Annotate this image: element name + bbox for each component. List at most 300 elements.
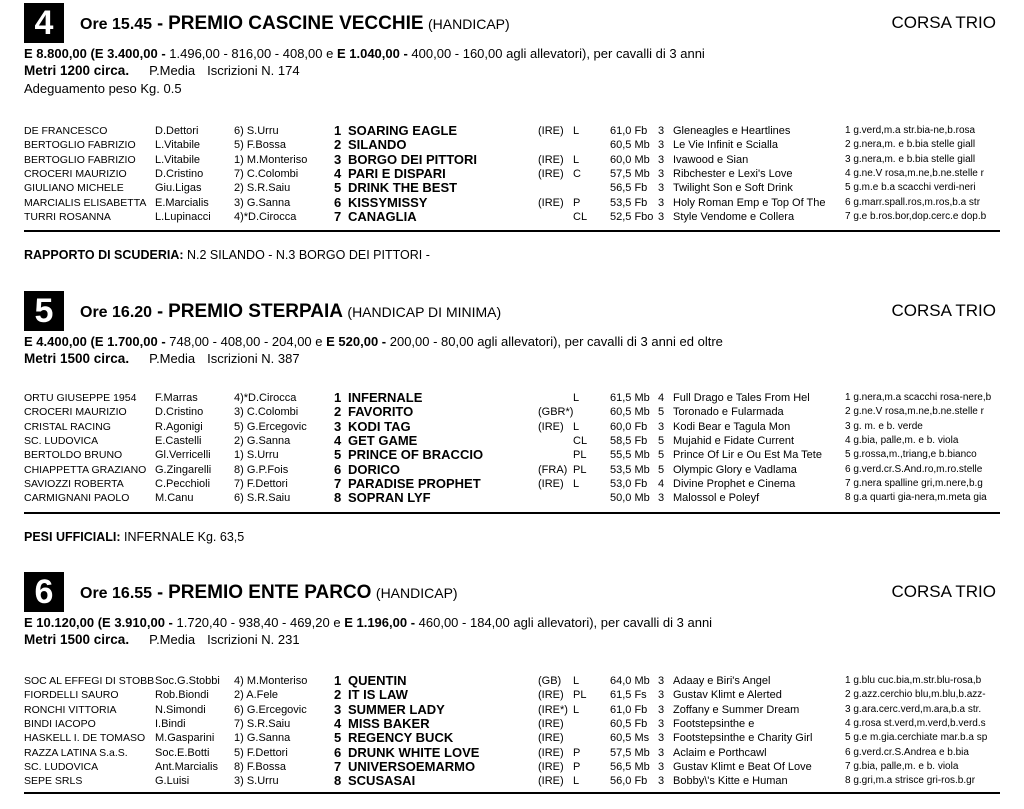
horse-age: 3 xyxy=(658,689,665,702)
horse-age: 3 xyxy=(658,732,665,745)
jockey-name: 8) G.P.Fois xyxy=(234,463,289,476)
horse-pedigree: Kodi Bear e Tagula Mon xyxy=(673,420,791,433)
horse-name: DORICO xyxy=(348,461,400,477)
horse-pedigree: Olympic Glory e Vadlama xyxy=(673,463,797,476)
owner-colors: 3 g.ara.cerc.verd,m.ara,b.a str. xyxy=(845,703,982,715)
race-number-badge: 6 xyxy=(24,572,64,612)
trainer-name: N.Simondi xyxy=(155,703,206,716)
horse-nationality: (FRA) xyxy=(538,463,568,476)
trainer-name: L.Vitabile xyxy=(155,139,201,152)
prize-suffix: agli allevatori), per cavalli di 3 anni xyxy=(509,615,713,630)
trainer-name: R.Agonigi xyxy=(155,420,203,433)
distance-line xyxy=(24,63,300,78)
prize-places: 1.496,00 - 816,00 - 408,00 e xyxy=(165,46,337,61)
horse-nationality: (IRE) xyxy=(538,689,564,702)
horse-number: 2 xyxy=(334,404,342,420)
horse-age: 3 xyxy=(658,492,665,505)
horse-number: 3 xyxy=(334,701,342,717)
race-header xyxy=(80,291,501,331)
table-row xyxy=(0,731,1024,745)
race-kind: (HANDICAP) xyxy=(375,585,458,601)
table-row xyxy=(0,703,1024,717)
horse-flag: PL xyxy=(573,689,587,702)
entries-count: Iscrizioni N. 174 xyxy=(207,63,300,78)
horse-name: BORGO DEI PITTORI xyxy=(348,151,478,167)
jockey-name: 4)*D.Cirocca xyxy=(234,210,297,223)
owner-colors: 7 g.bia, palle,m. e b. viola xyxy=(845,760,959,772)
horse-age: 3 xyxy=(658,746,665,759)
race-time: Ore 16.55 xyxy=(80,585,153,602)
trainer-name: D.Cristino xyxy=(155,167,204,180)
table-row xyxy=(0,491,1024,505)
owner-name: ORTU GIUSEPPE 1954 xyxy=(24,392,137,404)
horse-name: SOPRAN LYF xyxy=(348,490,431,506)
handicap-type: P.Media xyxy=(149,351,196,366)
horse-pedigree: Aclaim e Porthcawl xyxy=(673,746,767,759)
horse-flag: P xyxy=(573,760,581,773)
horse-weight: 61,5 Fs xyxy=(610,689,647,702)
owner-name: CROCERI MAURIZIO xyxy=(24,406,127,419)
table-row xyxy=(0,760,1024,774)
horse-number: 5 xyxy=(334,180,342,196)
horse-pedigree: Full Drago e Tales From Hel xyxy=(673,392,810,404)
owner-name: CRISTAL RACING xyxy=(24,420,111,433)
bet-type: CORSA TRIO xyxy=(891,582,996,601)
prize-places: 748,00 - 408,00 - 204,00 e xyxy=(165,334,327,349)
owner-name: TURRI ROSANNA xyxy=(24,210,111,223)
prize-places: 1.720,40 - 938,40 - 469,20 e xyxy=(172,615,345,630)
trainer-name: Giu.Ligas xyxy=(155,182,202,195)
horse-pedigree: Bobby\'s Kitte e Human xyxy=(673,775,788,788)
horse-number: 6 xyxy=(334,744,342,760)
jockey-name: 6) S.Urru xyxy=(234,125,279,137)
jockey-name: 1) G.Sanna xyxy=(234,732,291,745)
table-row xyxy=(0,420,1024,434)
horse-pedigree: Footstepsinthe e xyxy=(673,717,755,730)
horse-age: 3 xyxy=(658,717,665,730)
distance: Metri 1500 circa. xyxy=(24,351,130,366)
owner-colors: 1 g.blu cuc.bia,m.str.blu-rosa,b xyxy=(845,675,982,686)
trainer-name: Ant.Marcialis xyxy=(155,760,218,773)
jockey-name: 6) S.R.Saiu xyxy=(234,492,291,505)
note-label: PESI UFFICIALI: xyxy=(24,530,121,544)
race-time: Ore 16.20 xyxy=(80,304,153,321)
owner-name: CROCERI MAURIZIO xyxy=(24,167,127,180)
horse-age: 5 xyxy=(658,434,665,447)
horse-flag: L xyxy=(573,392,580,404)
owner-name: MARCIALIS ELISABETTA xyxy=(24,196,147,209)
horse-flag: CL xyxy=(573,434,588,447)
horse-pedigree: Toronado e Fularmada xyxy=(673,406,784,419)
race-kind: (HANDICAP) xyxy=(428,16,510,32)
owner-name: CARMIGNANI PAOLO xyxy=(24,492,130,505)
horse-age: 5 xyxy=(658,406,665,419)
jockey-name: 7) C.Colombi xyxy=(234,167,299,180)
owner-name: BERTOGLIO FABRIZIO xyxy=(24,139,136,152)
owner-colors: 5 g.m.e b.a scacchi verdi-neri xyxy=(845,182,976,194)
race-name: PREMIO ENTE PARCO xyxy=(168,582,372,603)
jockey-name: 7) S.R.Saiu xyxy=(234,717,291,730)
horse-flag: P xyxy=(573,196,581,209)
horse-number: 1 xyxy=(334,673,342,688)
horse-number: 7 xyxy=(334,208,342,224)
owner-colors: 7 g.e b.ros.bor,dop.cerc.e dop.b xyxy=(845,210,987,222)
horse-age: 3 xyxy=(658,420,665,433)
race-number-badge: 5 xyxy=(24,291,64,331)
horse-weight: 61,0 Fb xyxy=(610,125,648,137)
horse-pedigree: Ivawood e Sian xyxy=(673,153,749,166)
table-row xyxy=(0,746,1024,760)
prize-breeders-places: 200,00 - 80,00 xyxy=(386,334,474,349)
horse-pedigree: Style Vendome e Collera xyxy=(673,210,795,223)
race-header xyxy=(80,572,458,612)
prize-line xyxy=(24,615,712,630)
table-row xyxy=(0,138,1024,152)
horse-flag: C xyxy=(573,167,581,180)
owner-name: SOC AL EFFEGI DI STOBB xyxy=(24,675,155,687)
horse-pedigree: Ribchester e Lexi's Love xyxy=(673,167,793,180)
jockey-name: 8) F.Bossa xyxy=(234,760,286,773)
horse-weight: 50,0 Mb xyxy=(610,492,650,505)
horse-nationality: (IRE) xyxy=(538,732,564,745)
horse-name: DRUNK WHITE LOVE xyxy=(348,744,480,760)
horse-nationality: (IRE) xyxy=(538,167,564,180)
horse-pedigree: Holy Roman Emp e Top Of The xyxy=(673,196,826,209)
horse-nationality: (IRE) xyxy=(538,420,564,433)
prize-breeders: E 520,00 - xyxy=(326,334,387,349)
horse-flag: L xyxy=(573,675,580,687)
horse-flag: L xyxy=(573,703,580,716)
horse-flag: L xyxy=(573,125,580,137)
horse-age: 3 xyxy=(658,182,665,195)
horse-name: SILANDO xyxy=(348,137,407,153)
jockey-name: 1) M.Monteriso xyxy=(234,153,308,166)
owner-name: BINDI IACOPO xyxy=(24,717,96,730)
weight-adjustment: Adeguamento peso Kg. 0.5 xyxy=(24,81,182,96)
horse-name: CANAGLIA xyxy=(348,208,417,224)
horse-number: 8 xyxy=(334,773,342,789)
section-divider xyxy=(24,512,1000,514)
horse-pedigree: Prince Of Lir e Ou Est Ma Tete xyxy=(673,449,822,462)
horse-flag: CL xyxy=(573,210,588,223)
prize-main: E 4.400,00 (E 1.700,00 - xyxy=(24,334,166,349)
owner-colors: 2 g.ne.V rosa,m.ne,b.ne.stelle r xyxy=(845,406,984,418)
table-row xyxy=(0,434,1024,448)
horse-name: FAVORITO xyxy=(348,404,414,420)
distance: Metri 1500 circa. xyxy=(24,632,130,647)
owner-colors: 8 g.gri,m.a strisce gri-ros.b.gr xyxy=(845,775,976,787)
horse-pedigree: Le Vie Infinit e Scialla xyxy=(673,139,778,152)
horse-pedigree: Adaay e Biri's Angel xyxy=(673,675,771,687)
distance-line xyxy=(24,351,300,366)
horse-name: PARADISE PROPHET xyxy=(348,475,481,491)
jockey-name: 3) S.Urru xyxy=(234,775,279,788)
horse-nationality: (IRE) xyxy=(538,125,564,137)
table-row xyxy=(0,167,1024,181)
trainer-name: Gl.Verricelli xyxy=(155,449,211,462)
distance-line xyxy=(24,632,300,647)
table-row xyxy=(0,674,1024,688)
note-text: N.2 SILANDO - N.3 BORGO DEI PITTORI - xyxy=(183,248,430,262)
trainer-name: F.Marras xyxy=(155,392,198,404)
horse-nationality: (IRE*) xyxy=(538,703,568,716)
horse-weight: 60,5 Ms xyxy=(610,732,650,745)
table-row xyxy=(0,463,1024,477)
trainer-name: M.Canu xyxy=(155,492,194,505)
owner-colors: 2 g.nera,m. e b.bia stelle giall xyxy=(845,139,976,151)
horse-name: PARI E DISPARI xyxy=(348,165,446,181)
table-row xyxy=(0,774,1024,788)
owner-name: BERTOGLIO FABRIZIO xyxy=(24,153,136,166)
horse-number: 5 xyxy=(334,730,342,746)
horse-flag: L xyxy=(573,153,580,166)
trainer-name: Soc.G.Stobbi xyxy=(155,675,220,687)
trainer-name: G.Zingarelli xyxy=(155,463,212,476)
trainer-name: M.Gasparini xyxy=(155,732,215,745)
horse-flag: PL xyxy=(573,463,587,476)
owner-name: SC. LUDOVICA xyxy=(24,760,99,773)
horse-weight: 64,0 Mb xyxy=(610,675,650,687)
horse-nationality: (IRE) xyxy=(538,760,564,773)
horse-name: PRINCE OF BRACCIO xyxy=(348,447,484,463)
horse-number: 4 xyxy=(334,715,342,731)
prize-breeders-places: 400,00 - 160,00 xyxy=(407,46,503,61)
horse-number: 6 xyxy=(334,461,342,477)
horse-number: 7 xyxy=(334,758,342,774)
owner-name: BERTOLDO BRUNO xyxy=(24,449,123,462)
handicap-type: P.Media xyxy=(149,632,196,647)
prize-main: E 8.800,00 (E 3.400,00 - xyxy=(24,46,166,61)
horse-weight: 60,0 Mb xyxy=(610,153,650,166)
horse-weight: 53,5 Mb xyxy=(610,463,650,476)
horse-weight: 55,5 Mb xyxy=(610,449,650,462)
horse-flag: P xyxy=(573,746,581,759)
horse-number: 4 xyxy=(334,432,342,448)
horse-nationality: (IRE) xyxy=(538,477,564,490)
horse-age: 3 xyxy=(658,210,665,223)
horse-name: SUMMER LADY xyxy=(348,701,445,717)
owner-colors: 1 g.verd,m.a str.bia-ne,b.rosa xyxy=(845,125,976,136)
table-row xyxy=(0,405,1024,419)
horse-flag: L xyxy=(573,420,580,433)
jockey-name: 1) S.Urru xyxy=(234,449,279,462)
race-time: Ore 15.45 xyxy=(80,16,153,33)
note-label: RAPPORTO DI SCUDERIA: xyxy=(24,248,184,262)
horse-age: 3 xyxy=(658,775,665,788)
owner-colors: 2 g.azz.cerchio blu,m.blu,b.azz- xyxy=(845,689,986,701)
jockey-name: 6) G.Ercegovic xyxy=(234,703,307,716)
horse-nationality: (GBR*) xyxy=(538,406,574,419)
trainer-name: L.Lupinacci xyxy=(155,210,211,223)
horse-name: GET GAME xyxy=(348,432,418,448)
horse-pedigree: Gustav Klimt e Alerted xyxy=(673,689,782,702)
owner-name: SC. LUDOVICA xyxy=(24,434,99,447)
jockey-name: 4) M.Monteriso xyxy=(234,675,308,687)
horse-pedigree: Divine Prophet e Cinema xyxy=(673,477,796,490)
owner-colors: 4 g.bia, palle,m. e b. viola xyxy=(845,434,959,446)
horse-weight: 52,5 Fbo xyxy=(610,210,654,223)
owner-colors: 8 g.a quarti gia-nera,m.meta gia xyxy=(845,492,987,504)
section-divider xyxy=(24,230,1000,232)
horse-age: 5 xyxy=(658,449,665,462)
horse-nationality: (IRE) xyxy=(538,746,564,759)
horse-number: 1 xyxy=(334,390,342,405)
owner-colors: 6 g.verd.cr.S.Andrea e b.bia xyxy=(845,746,969,758)
horse-age: 3 xyxy=(658,167,665,180)
horse-number: 5 xyxy=(334,447,342,463)
horse-weight: 53,0 Fb xyxy=(610,477,648,490)
prize-breeders-places: 460,00 - 184,00 xyxy=(415,615,510,630)
bet-type: CORSA TRIO xyxy=(891,13,996,32)
horse-number: 3 xyxy=(334,418,342,434)
owner-name: RAZZA LATINA S.a.S. xyxy=(24,746,128,759)
horse-number: 6 xyxy=(334,194,342,210)
race-dash: - xyxy=(152,301,169,321)
race-dash: - xyxy=(152,582,169,602)
owner-colors: 4 g.rosa st.verd,m.verd,b.verd.s xyxy=(845,717,986,729)
owner-colors: 5 g.e m.gia.cerchiate mar.b.a sp xyxy=(845,732,988,744)
horse-flag: L xyxy=(573,477,580,490)
table-row xyxy=(0,717,1024,731)
race-number-badge: 4 xyxy=(24,3,64,43)
prize-line xyxy=(24,334,723,349)
owner-colors: 4 g.ne.V rosa,m.ne,b.ne.stelle r xyxy=(845,167,984,179)
horse-name: KISSYMISSY xyxy=(348,194,428,210)
table-row xyxy=(0,196,1024,210)
horse-name: UNIVERSOEMARMO xyxy=(348,758,476,774)
horse-name: MISS BAKER xyxy=(348,715,430,731)
distance: Metri 1200 circa. xyxy=(24,63,130,78)
horse-name: IT IS LAW xyxy=(348,687,408,703)
horse-number: 4 xyxy=(334,165,342,181)
owner-name: DE FRANCESCO xyxy=(24,125,108,137)
owner-name: GIULIANO MICHELE xyxy=(24,182,124,195)
horse-weight: 61,0 Fb xyxy=(610,703,648,716)
horse-nationality: (IRE) xyxy=(538,717,564,730)
horse-nationality: (IRE) xyxy=(538,196,564,209)
horse-weight: 60,5 Mb xyxy=(610,406,650,419)
horse-age: 4 xyxy=(658,477,665,490)
table-row xyxy=(0,181,1024,195)
horse-number: 7 xyxy=(334,475,342,491)
horse-age: 3 xyxy=(658,125,665,137)
horse-nationality: (GB) xyxy=(538,675,562,687)
race-name: PREMIO STERPAIA xyxy=(168,301,343,322)
horse-weight: 56,5 Mb xyxy=(610,760,650,773)
owner-colors: 7 g.nera spalline gri,m.nere,b.g xyxy=(845,477,983,489)
table-row xyxy=(0,688,1024,702)
horse-weight: 58,5 Fb xyxy=(610,434,648,447)
horse-pedigree: Footstepsinthe e Charity Girl xyxy=(673,732,813,745)
jockey-name: 2) S.R.Saiu xyxy=(234,182,291,195)
table-row xyxy=(0,477,1024,491)
horse-number: 2 xyxy=(334,137,342,153)
owner-name: CHIAPPETTA GRAZIANO xyxy=(24,463,147,476)
owner-colors: 3 g.nera,m. e b.bia stelle giall xyxy=(845,153,976,165)
table-row xyxy=(0,124,1024,138)
horse-weight: 60,0 Fb xyxy=(610,420,648,433)
owner-name: RONCHI VITTORIA xyxy=(24,703,117,716)
entries-count: Iscrizioni N. 387 xyxy=(207,351,300,366)
horse-pedigree: Mujahid e Fidate Current xyxy=(673,434,795,447)
trainer-name: D.Cristino xyxy=(155,406,204,419)
horse-name: KODI TAG xyxy=(348,418,411,434)
horse-age: 3 xyxy=(658,196,665,209)
trainer-name: E.Marcialis xyxy=(155,196,209,209)
trainer-name: C.Pecchioli xyxy=(155,477,211,490)
race-header xyxy=(80,3,510,43)
jockey-name: 5) F.Bossa xyxy=(234,139,286,152)
race-name: PREMIO CASCINE VECCHIE xyxy=(168,13,424,34)
horse-age: 3 xyxy=(658,153,665,166)
jockey-name: 5) F.Dettori xyxy=(234,746,288,759)
trainer-name: L.Vitabile xyxy=(155,153,201,166)
trainer-name: G.Luisi xyxy=(155,775,190,788)
horse-age: 3 xyxy=(658,760,665,773)
horse-weight: 60,5 Mb xyxy=(610,139,650,152)
horse-number: 1 xyxy=(334,123,342,138)
horse-number: 2 xyxy=(334,687,342,703)
prize-main: E 10.120,00 (E 3.910,00 - xyxy=(24,615,173,630)
owner-colors: 6 g.verd.cr.S.And.ro,m.ro.stelle xyxy=(845,463,983,475)
owner-name: SEPE SRLS xyxy=(24,775,83,788)
horse-pedigree: Gustav Klimt e Beat Of Love xyxy=(673,760,812,773)
trainer-name: Rob.Biondi xyxy=(155,689,209,702)
trainer-name: Soc.E.Botti xyxy=(155,746,210,759)
horse-nationality: (IRE) xyxy=(538,775,564,788)
horse-name: REGENCY BUCK xyxy=(348,730,454,746)
jockey-name: 4)*D.Cirocca xyxy=(234,392,297,404)
jockey-name: 2) A.Fele xyxy=(234,689,279,702)
prize-breeders: E 1.196,00 - xyxy=(344,615,416,630)
horse-age: 3 xyxy=(658,703,665,716)
table-row xyxy=(0,391,1024,405)
horse-pedigree: Twilight Son e Soft Drink xyxy=(673,182,793,195)
horse-name: SCUSASAI xyxy=(348,773,416,789)
horse-name: INFERNALE xyxy=(348,390,423,405)
horse-name: QUENTIN xyxy=(348,673,407,688)
section-divider xyxy=(24,792,1000,794)
jockey-name: 7) F.Dettori xyxy=(234,477,288,490)
horse-age: 3 xyxy=(658,675,665,687)
bet-type: CORSA TRIO xyxy=(891,301,996,320)
horse-pedigree: Zoffany e Summer Dream xyxy=(673,703,800,716)
prize-suffix: agli allevatori), per cavalli di 3 anni ed oltre xyxy=(473,334,723,349)
horse-flag: PL xyxy=(573,449,587,462)
horse-flag: L xyxy=(573,775,580,788)
horse-name: SOARING EAGLE xyxy=(348,123,458,138)
prize-breeders: E 1.040,00 - xyxy=(336,46,408,61)
jockey-name: 3) G.Sanna xyxy=(234,196,291,209)
horse-weight: 60,5 Fb xyxy=(610,717,648,730)
jockey-name: 2) G.Sanna xyxy=(234,434,291,447)
entries-count: Iscrizioni N. 231 xyxy=(207,632,300,647)
table-row xyxy=(0,448,1024,462)
horse-weight: 56,0 Fb xyxy=(610,775,648,788)
owner-colors: 6 g.marr.spall.ros,m.ros,b.a str xyxy=(845,196,981,208)
jockey-name: 3) C.Colombi xyxy=(234,406,299,419)
handicap-type: P.Media xyxy=(149,63,196,78)
horse-weight: 56,5 Fb xyxy=(610,182,648,195)
horse-pedigree: Gleneagles e Heartlines xyxy=(673,125,791,137)
race-dash: - xyxy=(152,13,169,33)
horse-weight: 57,5 Mb xyxy=(610,167,650,180)
official-weights-note xyxy=(24,530,244,544)
prize-line xyxy=(24,46,705,61)
horse-pedigree: Malossol e Poleyf xyxy=(673,492,760,505)
prize-suffix: agli allevatori), per cavalli di 3 anni xyxy=(502,46,705,61)
horse-weight: 57,5 Mb xyxy=(610,746,650,759)
